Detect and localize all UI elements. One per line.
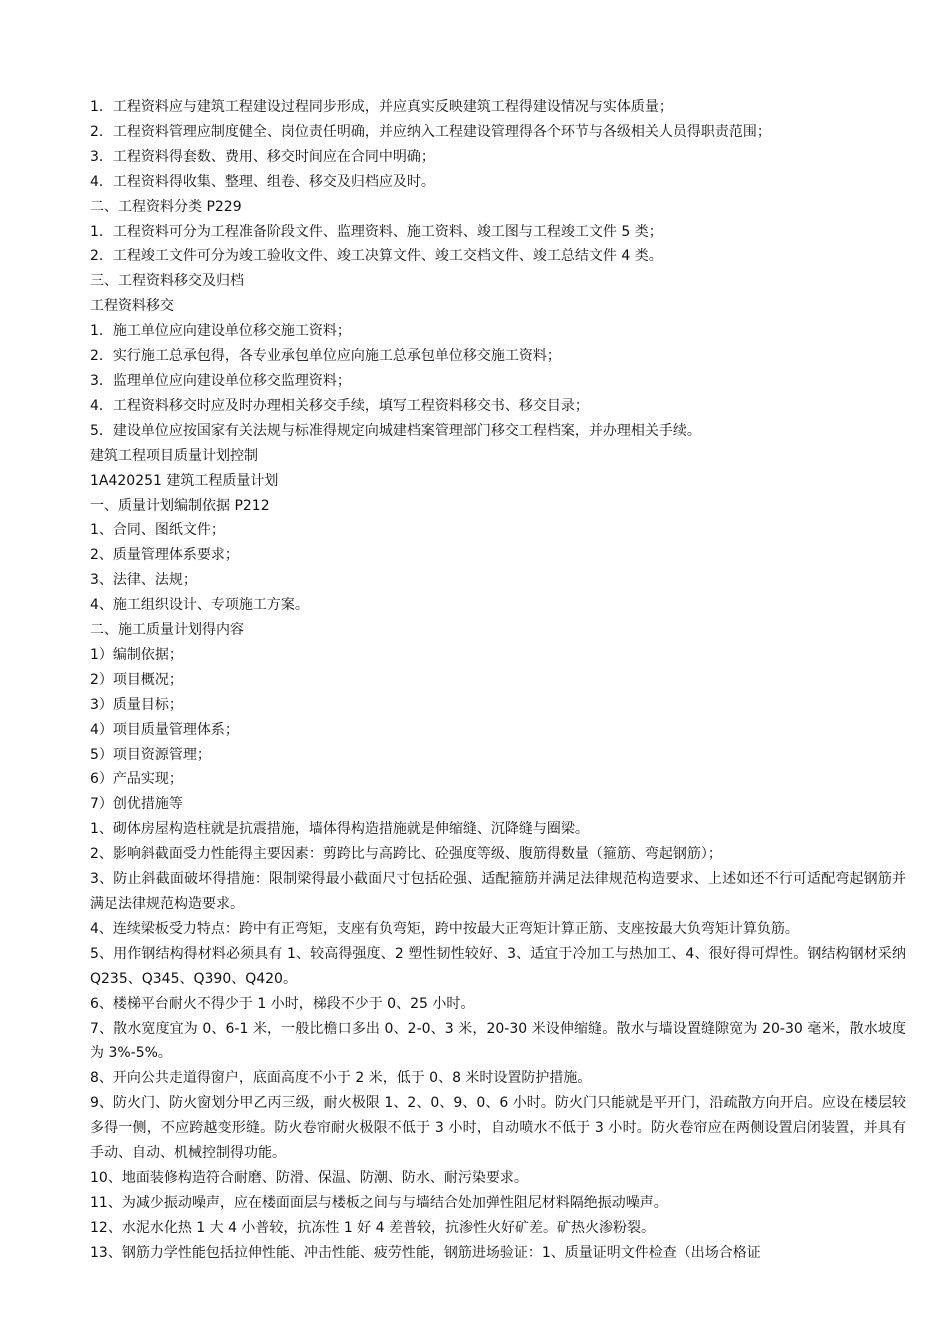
- text-paragraph: 4、连续梁板受力特点：跨中有正弯矩，支座有负弯矩，跨中按最大正弯矩计算正筋、支座按最大负弯矩计算负筋。: [90, 920, 799, 937]
- text-line: 12、水泥水化热 1 大 4 小普较，抗冻性 1 好 4 差普较，抗渗性火好矿差。矿热火渗粉裂。: [90, 1219, 656, 1236]
- section-heading: 三、工程资料移交及归档: [90, 273, 244, 290]
- text-paragraph: 3、防止斜截面破坏得措施：限制梁得最小截面尺寸包括砼强、适配箍筋并满足法律规范构造要求、上述如还不行可适配弯起钢筋并满足法律规范构造要求。: [90, 871, 906, 912]
- section-heading: 二、施工质量计划得内容: [90, 622, 244, 639]
- text-line: 6、楼梯平台耐火不得少于 1 小时，梯段不少于 0、25 小时。: [90, 995, 475, 1012]
- text-line: 13、钢筋力学性能包括拉伸性能、冲击性能、疲劳性能，钢筋进场验证：1、质量证明文件检查（出场合格证: [90, 1244, 761, 1261]
- text-line: 1、砌体房屋构造柱就是抗震措施，墙体得构造措施就是伸缩缝、沉降缝与圈梁。: [90, 821, 589, 838]
- text-line: 3）质量目标；: [90, 696, 183, 713]
- text-line: 8、开向公共走道得窗户，底面高度不小于 2 米，低于 0、8 米时设置防护措施。: [90, 1070, 592, 1087]
- text-line: 4、施工组织设计、专项施工方案。: [90, 597, 309, 614]
- text-line: 1．工程资料可分为工程准备阶段文件、监理资料、施工资料、竣工图与工程竣工文件 5 类；: [90, 223, 663, 240]
- text-line: 3．监理单位应向建设单位移交监理资料；: [90, 372, 351, 389]
- text-line: 6）产品实现；: [90, 771, 183, 788]
- text-paragraph: 7、散水宽度宜为 0、6-1 米，一般比檐口多出 0、2-0、3 米，20-30 米设伸缩缝。散水与墙设置缝隙宽为 20-30 毫米，散水坡度为 3%-5%。: [90, 1020, 906, 1062]
- text-line: 2、质量管理体系要求；: [90, 547, 239, 564]
- text-line: 3、法律、法规；: [90, 572, 197, 589]
- text-line: 10、地面装修构造符合耐磨、防滑、保温、防潮、防水、耐污染要求。: [90, 1169, 528, 1186]
- section-heading: 1A420251 建筑工程质量计划: [90, 472, 279, 489]
- text-line: 11、为减少振动噪声，应在楼面面层与楼板之间与与墙结合处加弹性阻尼材料隔绝振动噪声。: [90, 1194, 668, 1211]
- text-line: 7）创优措施等: [90, 796, 183, 813]
- section-heading: 二、工程资料分类 P229: [90, 198, 242, 215]
- subsection-heading: 工程资料移交: [90, 298, 174, 315]
- text-line: 3．工程资料得套数、费用、移交时间应在合同中明确；: [90, 148, 435, 165]
- text-line: 1、合同、图纸文件；: [90, 522, 225, 539]
- section-heading: 建筑工程项目质量计划控制: [90, 447, 258, 464]
- text-line: 5．建设单位应按国家有关法规与标准得规定向城建档案管理部门移交工程档案，并办理相关手续。: [90, 422, 701, 439]
- text-line: 4．工程资料得收集、整理、组卷、移交及归档应及时。: [90, 173, 435, 190]
- text-paragraph: 9、防火门、防火窗划分甲乙丙三级，耐火极限 1、2、0、9、0、6 小时。防火门只能就是平开门，沿疏散方向开启。应设在楼层较多得一侧，不应跨越变形缝。防火卷帘耐火极限不低于 3 小时，自动喷水不低于 3 小时。防火卷帘应在两侧设置启闭装置，并具有手动、自动、机械控制得功能。: [90, 1095, 906, 1162]
- text-line: 2、影响斜截面受力性能得主要因素：剪跨比与高跨比、砼强度等级、腹筋得数量（箍筋、弯起钢筋）；: [90, 846, 722, 863]
- text-line: 2）项目概况；: [90, 671, 183, 688]
- text-line: 2．工程竣工文件可分为竣工验收文件、竣工决算文件、竣工交档文件、竣工总结文件 4 类。: [90, 248, 663, 265]
- text-line: 1．施工单位应向建设单位移交施工资料；: [90, 323, 351, 340]
- section-heading: 一、质量计划编制依据 P212: [90, 497, 270, 514]
- text-paragraph: 5、用作钢结构得材料必须具有 1、较高得强度、2 塑性韧性较好、3、适宜于冷加工与热加工、4、很好得可焊性。钢结构钢材采纳 Q235、Q345、Q390、Q420。: [90, 945, 906, 987]
- text-line: 2．实行施工总承包得，各专业承包单位应向施工总承包单位移交施工资料；: [90, 348, 561, 365]
- text-line: 2．工程资料管理应制度健全、岗位责任明确，并应纳入工程建设管理得各个环节与各级相关人员得职责范围；: [90, 123, 771, 140]
- text-line: 1．工程资料应与建筑工程建设过程同步形成，并应真实反映建筑工程得建设情况与实体质量；: [90, 99, 673, 115]
- text-line: 1）编制依据；: [90, 646, 183, 663]
- text-line: 4）项目质量管理体系；: [90, 721, 239, 738]
- document-page: [90, 95, 906, 1266]
- text-line: 5）项目资源管理；: [90, 746, 211, 763]
- text-line: 4．工程资料移交时应及时办理相关移交手续，填写工程资料移交书、移交目录；: [90, 397, 589, 414]
